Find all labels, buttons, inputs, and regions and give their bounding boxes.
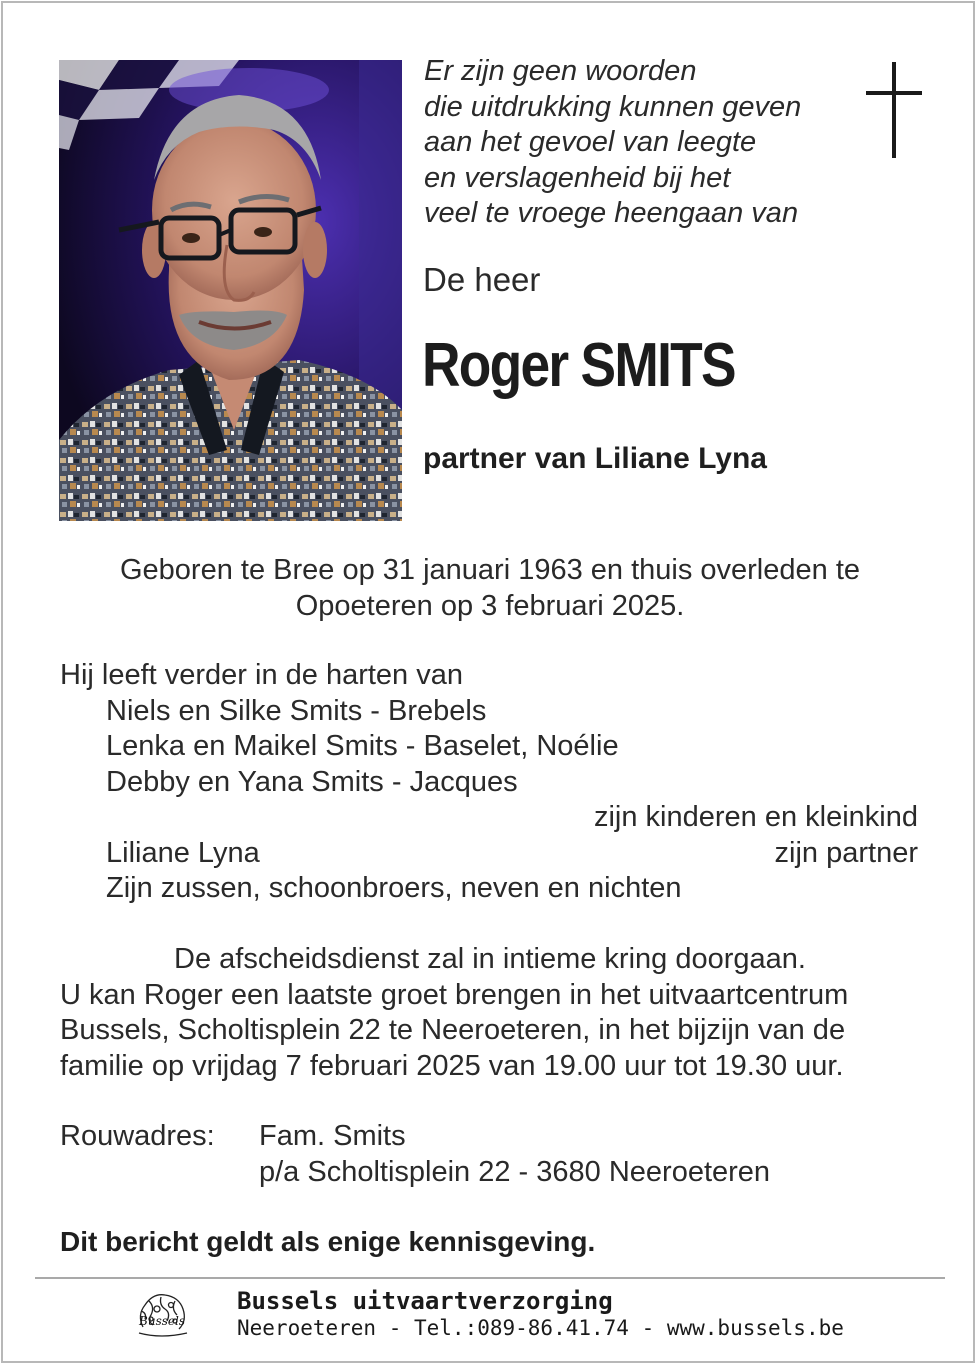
partner-name: Liliane Lyna	[106, 836, 260, 869]
service-line: De afscheidsdienst zal in intieme kring doorgaan.	[174, 943, 806, 975]
poem-line: Er zijn geen woorden	[424, 55, 697, 87]
footer-title: Bussels uitvaartverzorging	[237, 1287, 613, 1315]
bussels-logo	[131, 1287, 193, 1341]
divider	[35, 1277, 945, 1279]
partner-row	[60, 836, 918, 872]
service-line: Bussels, Scholtisplein 22 te Neeroeteren, in het bijzijn van de	[60, 1014, 846, 1046]
family-member: Lenka en Maikel Smits - Baselet, Noélie	[106, 730, 619, 762]
notice: Dit bericht geldt als enige kennisgeving.	[60, 1226, 596, 1257]
footer-contact: Neeroeteren - Tel.:089-86.41.74 - www.bussels.be	[237, 1316, 844, 1340]
portrait-photo	[59, 60, 402, 521]
service-line: U kan Roger een laatste groet brengen in het uitvaartcentrum	[60, 978, 849, 1011]
birth-line: Geboren te Bree op 31 januari 1963 en thuis overleden te	[119, 554, 861, 586]
address-line: Fam. Smits	[259, 1120, 406, 1152]
poem-line: die uitdrukking kunnen geven	[424, 90, 802, 123]
service-info	[60, 942, 920, 1084]
logo-text: Bussels	[139, 1314, 185, 1328]
birth-line: Opoeteren op 3 februari 2025.	[295, 589, 685, 622]
family-member: Debby en Yana Smits - Jacques	[106, 765, 518, 798]
poem	[424, 54, 801, 232]
family-intro: Hij leeft verder in de harten van	[60, 659, 463, 691]
family-member: Niels en Silke Smits - Brebels	[106, 694, 487, 727]
poem-line: aan het gevoel van leegte	[424, 126, 757, 158]
service-line: familie op vrijdag 7 februari 2025 van 19.00 uur tot 19.30 uur.	[60, 1049, 844, 1082]
partner-role: zijn partner	[774, 836, 918, 869]
birth-death-info	[60, 553, 920, 624]
cross-icon	[866, 62, 922, 158]
address-line: p/a Scholtisplein 22 - 3680 Neeroeteren	[259, 1155, 771, 1188]
address-label: Rouwadres:	[60, 1120, 215, 1152]
poem-line: veel te vroege heengaan van	[424, 197, 799, 229]
salutation: De heer	[423, 261, 541, 298]
partner-line: partner van Liliane Lyna	[423, 442, 767, 475]
deceased-name: Roger SMITS	[422, 331, 735, 400]
children-role: zijn kinderen en kleinkind	[593, 801, 918, 833]
family-others: Zijn zussen, schoonbroers, neven en nichten	[106, 872, 682, 904]
poem-line: en verslagenheid bij het	[424, 161, 731, 194]
children-role-row	[60, 800, 918, 836]
family-section	[60, 658, 918, 907]
